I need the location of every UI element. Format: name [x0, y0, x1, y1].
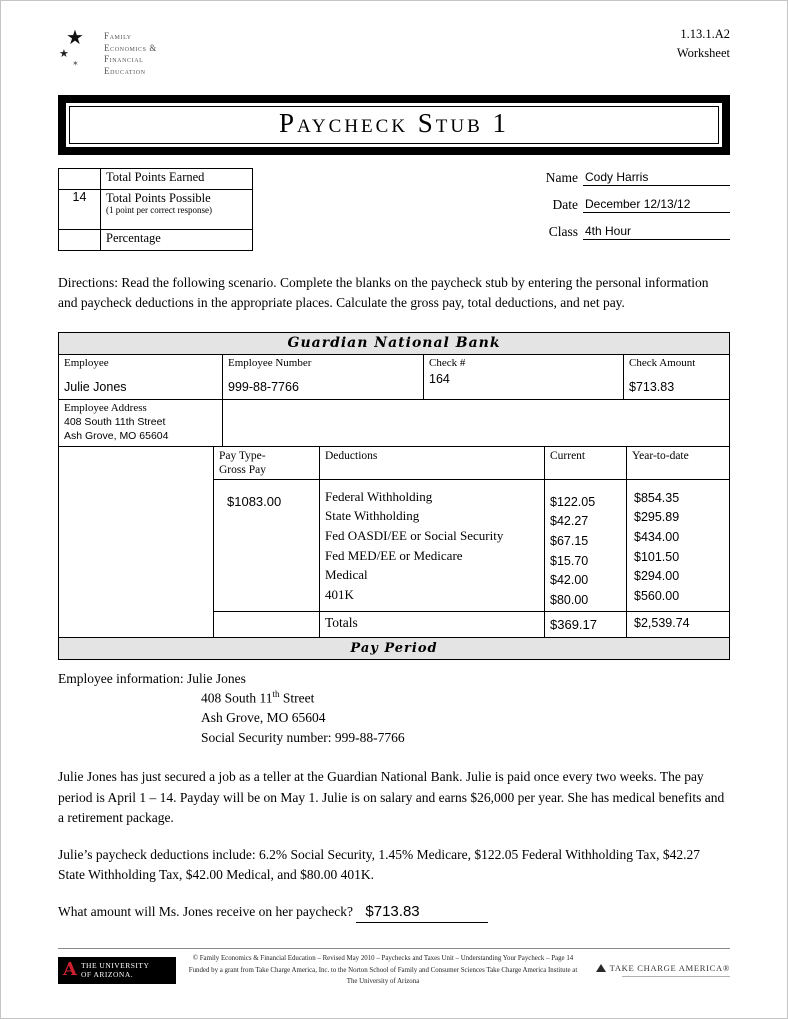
deduction-ytd[interactable]: $295.89 — [634, 510, 680, 525]
employee-cell — [59, 355, 223, 399]
student-fields — [538, 168, 730, 251]
stub-left-spacer — [59, 447, 214, 637]
doc-type: Worksheet — [676, 46, 730, 61]
table-row — [59, 190, 253, 230]
address-line-1[interactable]: 408 South 11th Street — [64, 416, 166, 429]
deduction-current[interactable]: $67.15 — [550, 533, 589, 548]
stub-top-row — [59, 355, 729, 399]
points-possible-label — [101, 190, 253, 230]
employee-number-value[interactable]: 999-88-7766 — [228, 379, 299, 394]
current-header: Current — [545, 447, 627, 479]
directions-text: Directions: Read the following scenario. Complete the blanks on the paycheck stub by entering the personal information and paycheck deductions in the appropriate places. Calculate the gross pay, total deductions, and net pay. — [58, 275, 709, 311]
star-icon: ★ — [66, 27, 84, 49]
deduction-names — [320, 480, 545, 611]
employee-info-street — [201, 688, 730, 708]
logo-line: Economics & — [104, 42, 158, 53]
pay-type-label-2: Gross Pay — [219, 464, 266, 477]
points-earned-cell — [59, 169, 101, 190]
scenario-paragraph-2: Julie’s paycheck deductions include: 6.2% Social Security, 1.45% Medicare, $122.05 Federal Withholding Tax, $42.27 State Withholding Tax, $42.00 Medical, and $80.00 401K. — [58, 847, 701, 883]
page-header — [58, 25, 730, 87]
employee-number-cell — [223, 355, 424, 399]
deduction-name: Fed MED/EE or Medicare — [325, 547, 463, 563]
address-empty-cell — [223, 400, 729, 446]
stub-main-section — [59, 446, 729, 637]
deduction-name: Medical — [325, 567, 368, 583]
pay-period-bar: Pay Period — [59, 637, 729, 659]
check-amount-cell — [624, 355, 729, 399]
class-input[interactable]: 4th Hour — [583, 224, 730, 240]
totals-current-value[interactable]: $369.17 — [545, 612, 627, 637]
employee-number-label: Employee Number — [228, 356, 312, 369]
employee-info-label: Employee information: — [58, 670, 184, 686]
totals-label: Totals — [320, 612, 545, 637]
deduction-current[interactable]: $80.00 — [550, 593, 589, 608]
stub-detail-area — [214, 447, 729, 637]
street-suffix: Street — [279, 690, 315, 706]
address-row — [59, 399, 729, 446]
question-text: What amount will Ms. Jones receive on her paycheck? — [58, 903, 354, 919]
points-table — [58, 168, 253, 251]
detail-header-row — [214, 447, 729, 480]
page-title: Paycheck Stub 1 — [69, 106, 719, 144]
date-input[interactable]: December 12/13/12 — [583, 197, 730, 213]
pay-type-label-1: Pay Type- — [219, 449, 266, 462]
doc-code: 1.13.1.A2 — [680, 27, 730, 41]
name-input[interactable]: Cody Harris — [583, 170, 730, 186]
answer-input[interactable]: $713.83 — [356, 903, 487, 923]
doc-reference — [677, 25, 730, 64]
paycheck-stub — [58, 332, 730, 660]
deductions-header: Deductions — [320, 447, 545, 479]
university-of-arizona-logo — [58, 957, 176, 984]
deduction-current[interactable]: $122.05 — [550, 494, 596, 509]
totals-ytd-value[interactable]: $2,539.74 — [634, 615, 690, 630]
footer-credits — [184, 953, 582, 988]
fefe-logo — [58, 25, 157, 78]
totals-empty-cell — [214, 612, 320, 637]
tca-tagline-rule — [622, 976, 730, 977]
deduction-ytd[interactable]: $434.00 — [634, 529, 680, 544]
deduction-ytd-values — [627, 480, 729, 611]
address-line-2[interactable]: Ash Grove, MO 65604 — [64, 430, 169, 443]
mountain-icon — [596, 964, 606, 972]
deduction-current[interactable]: $42.27 — [550, 514, 589, 529]
deduction-name: Federal Withholding — [325, 488, 433, 504]
employee-value[interactable]: Julie Jones — [64, 379, 127, 394]
deduction-name: 401K — [325, 587, 354, 603]
star-icon: ✶ — [72, 59, 79, 68]
employee-info-block — [58, 669, 730, 748]
meta-row — [58, 168, 730, 251]
deduction-name: State Withholding — [325, 508, 420, 524]
street-ordinal: th — [272, 689, 280, 700]
deduction-ytd[interactable]: $294.00 — [634, 569, 680, 584]
points-earned-label: Total Points Earned — [101, 169, 253, 190]
logo-text — [104, 25, 157, 78]
employee-info-ssn: Social Security number: 999-88-7766 — [201, 729, 405, 745]
percentage-cell — [59, 229, 101, 250]
detail-body-row — [214, 480, 729, 611]
totals-row — [214, 611, 729, 637]
points-note: (1 point per correct response) — [106, 205, 212, 216]
ua-logo-text — [81, 961, 149, 979]
employee-info-name: Julie Jones — [186, 670, 246, 686]
table-row — [59, 229, 253, 250]
employee-label: Employee — [64, 356, 109, 369]
title-banner — [58, 95, 730, 155]
class-label: Class — [548, 224, 578, 239]
pay-type-header — [214, 447, 320, 479]
points-possible-text: Total Points Possible — [106, 191, 211, 206]
star-icon: ★ — [59, 48, 69, 60]
logo-line: Family — [104, 31, 132, 41]
ua-line-1: THE UNIVERSITY — [80, 961, 150, 971]
stars-icon — [58, 25, 98, 77]
check-number-value[interactable]: 164 — [429, 372, 450, 387]
employee-info-city: Ash Grove, MO 65604 — [201, 710, 326, 726]
deduction-ytd[interactable]: $101.50 — [634, 549, 680, 564]
name-label: Name — [545, 170, 578, 185]
deduction-current-values — [545, 480, 627, 611]
question-line — [58, 903, 730, 920]
deduction-current[interactable]: $15.70 — [550, 553, 589, 568]
gross-pay-value[interactable]: $1083.00 — [214, 480, 320, 611]
ua-line-2: OF ARIZONA. — [80, 970, 134, 980]
tca-wordmark — [590, 963, 730, 973]
logo-line: Financial — [104, 54, 144, 65]
employee-address-label: Employee Address — [64, 401, 147, 414]
employee-address-cell — [59, 400, 223, 446]
employee-info-line — [58, 669, 730, 689]
deduction-current[interactable]: $42.00 — [550, 573, 589, 588]
deduction-name: Fed OASDI/EE or Social Security — [325, 527, 504, 543]
date-field-row — [538, 197, 730, 213]
street-text: 408 South 11 — [201, 690, 273, 706]
credit-line-1: © Family Economics & Financial Education – Revised May 2010 – Paychecks and Taxes Unit – Understanding Your Paycheck – Page 14 — [192, 954, 574, 962]
table-row — [59, 169, 253, 190]
name-field-row — [538, 170, 730, 186]
page-footer — [58, 948, 730, 988]
arizona-a-icon: A — [63, 959, 77, 981]
deduction-ytd[interactable]: $854.35 — [634, 490, 680, 505]
tca-text: TAKE CHARGE AMERICA® — [609, 963, 730, 974]
check-amount-value[interactable]: $713.83 — [629, 379, 675, 394]
employee-info-address — [58, 688, 730, 747]
points-possible-cell: 14 — [59, 190, 101, 230]
class-field-row — [538, 224, 730, 240]
check-number-cell — [424, 355, 624, 399]
deduction-ytd[interactable]: $560.00 — [634, 589, 680, 604]
check-amount-label: Check Amount — [629, 356, 696, 369]
scenario-paragraph-1: Julie Jones has just secured a job as a teller at the Guardian National Bank. Julie is paid once every two weeks. The pay period is April 1 – 14. Payday will be on May 1. Julie is on salary and earns $26,000 per year. She has medical benefits and a retirement package. — [58, 769, 725, 825]
credit-line-2: Funded by a grant from Take Charge America, Inc. to the Norton School of Family and Consumer Sciences Take Charge America Institute at The University of Arizona — [188, 966, 578, 986]
bank-name-header: Guardian National Bank — [59, 333, 729, 355]
logo-line: Education — [104, 66, 146, 77]
date-label: Date — [552, 197, 578, 212]
ytd-header: Year-to-date — [632, 449, 689, 462]
check-number-label: Check # — [429, 356, 466, 369]
take-charge-america-logo — [590, 963, 730, 977]
percentage-label: Percentage — [101, 229, 253, 250]
